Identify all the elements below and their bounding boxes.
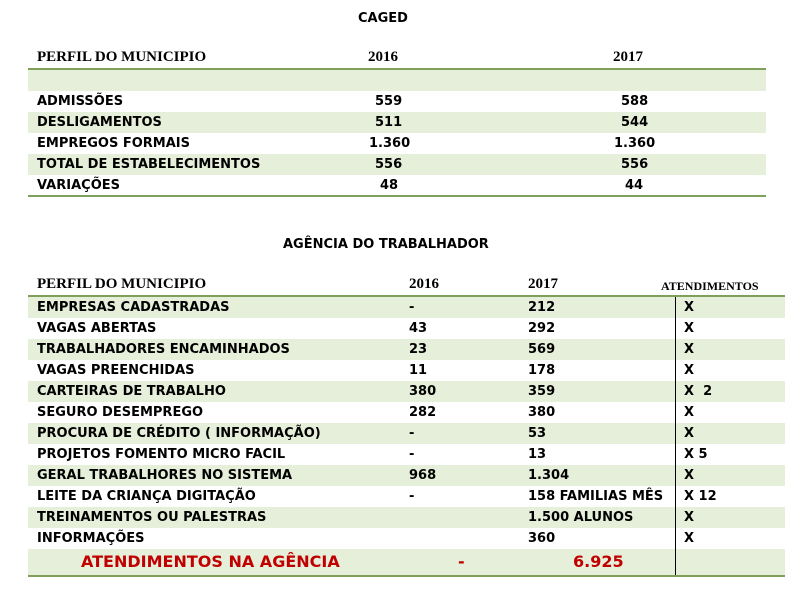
caged-row-2017: 44 xyxy=(625,178,644,193)
agencia-row-2017: 212 xyxy=(528,300,556,315)
agencia-row-2016: 43 xyxy=(409,321,428,336)
table-row xyxy=(28,112,766,133)
agencia-row-label: VAGAS ABERTAS xyxy=(37,321,157,336)
agencia-row-label: LEITE DA CRIANÇA DIGITAÇÃO xyxy=(37,489,256,504)
agencia-row-atend: X xyxy=(684,468,695,483)
agencia-title: AGÊNCIA DO TRABALHADOR xyxy=(283,237,489,252)
agencia-row-label: GERAL TRABALHORES NO SISTEMA xyxy=(37,468,293,483)
agencia-row-2017: 292 xyxy=(528,321,556,336)
agencia-row-label: VAGAS PREENCHIDAS xyxy=(37,363,195,378)
agencia-header-label: PERFIL DO MUNICIPIO xyxy=(37,276,207,292)
caged-header-label: PERFIL DO MUNICIPIO xyxy=(37,49,207,65)
agencia-row-atend: X xyxy=(684,510,695,525)
agencia-row-2017: 178 xyxy=(528,363,556,378)
table-row xyxy=(28,423,785,444)
caged-header-2016: 2016 xyxy=(368,49,398,65)
agencia-row-atend: X 2 xyxy=(684,384,713,399)
agencia-row-label: EMPRESAS CADASTRADAS xyxy=(37,300,230,315)
agencia-row-label: PROCURA DE CRÉDITO ( INFORMAÇÃO) xyxy=(37,426,321,441)
agencia-row-atend: X 5 xyxy=(684,447,708,462)
agencia-row-label: SEGURO DESEMPREGO xyxy=(37,405,204,420)
agencia-row-atend: X xyxy=(684,342,695,357)
caged-row-2017: 1.360 xyxy=(614,136,656,151)
caged-row-2016: 1.360 xyxy=(369,136,411,151)
agencia-row-atend: X xyxy=(684,426,695,441)
agencia-header-2017: 2017 xyxy=(528,276,558,292)
caged-row-2016: 556 xyxy=(375,157,403,172)
caged-row-label: ADMISSÕES xyxy=(37,94,124,109)
table-row xyxy=(28,318,785,339)
table-row xyxy=(28,154,766,175)
agencia-row-2016: 968 xyxy=(409,468,437,483)
table-row xyxy=(28,444,785,465)
caged-row-2017: 556 xyxy=(621,157,649,172)
caged-spacer-band xyxy=(28,70,766,91)
agencia-row-atend: X 12 xyxy=(684,489,717,504)
agencia-row-label: PROJETOS FOMENTO MICRO FACIL xyxy=(37,447,286,462)
table-row xyxy=(28,297,785,318)
agencia-row-2016: - xyxy=(409,447,415,462)
agencia-row-2016: - xyxy=(409,426,415,441)
caged-bottom-rule xyxy=(28,195,766,197)
agencia-row-2016: 23 xyxy=(409,342,428,357)
agencia-row-2017: 1.500 ALUNOS xyxy=(528,510,634,525)
agencia-row-2017: 359 xyxy=(528,384,556,399)
agencia-total-label: ATENDIMENTOS NA AGÊNCIA xyxy=(81,552,340,571)
caged-row-2016: 48 xyxy=(380,178,399,193)
agencia-row-2016: - xyxy=(409,489,415,504)
agencia-row-atend: X xyxy=(684,300,695,315)
table-row xyxy=(28,402,785,423)
caged-row-2017: 588 xyxy=(621,94,649,109)
table-row xyxy=(28,528,785,549)
agencia-row-label: INFORMAÇÕES xyxy=(37,531,145,546)
agencia-row-atend: X xyxy=(684,363,695,378)
agencia-row-label: TREINAMENTOS OU PALESTRAS xyxy=(37,510,267,525)
agencia-row-2017: 53 xyxy=(528,426,547,441)
caged-row-2017: 544 xyxy=(621,115,649,130)
caged-row-2016: 559 xyxy=(375,94,403,109)
table-row xyxy=(28,486,785,507)
caged-row-label: VARIAÇÕES xyxy=(37,178,120,193)
table-row xyxy=(28,360,785,381)
agencia-total-row xyxy=(28,549,785,575)
agencia-total-2017: 6.925 xyxy=(573,552,624,571)
caged-row-label: TOTAL DE ESTABELECIMENTOS xyxy=(37,157,261,172)
table-row xyxy=(28,91,766,112)
agencia-row-label: CARTEIRAS DE TRABALHO xyxy=(37,384,226,399)
agencia-row-2017: 158 FAMILIAS MÊS xyxy=(528,489,664,504)
agencia-total-2016: - xyxy=(458,552,465,571)
caged-row-label: DESLIGAMENTOS xyxy=(37,115,162,130)
agencia-header-atendimentos: ATENDIMENTOS xyxy=(661,279,759,293)
table-row xyxy=(28,339,785,360)
agencia-row-2017: 569 xyxy=(528,342,556,357)
table-row xyxy=(28,465,785,486)
table-row xyxy=(28,133,766,154)
agencia-header-2016: 2016 xyxy=(409,276,439,292)
agencia-row-2017: 360 xyxy=(528,531,556,546)
agencia-row-2016: 282 xyxy=(409,405,437,420)
caged-header-2017: 2017 xyxy=(613,49,643,65)
caged-title: CAGED xyxy=(358,11,408,26)
agencia-row-atend: X xyxy=(684,321,695,336)
agencia-row-2017: 13 xyxy=(528,447,547,462)
agencia-row-2016: 380 xyxy=(409,384,437,399)
agencia-row-2017: 380 xyxy=(528,405,556,420)
agencia-row-2017: 1.304 xyxy=(528,468,570,483)
table-row xyxy=(28,381,785,402)
table-row xyxy=(28,507,785,528)
agencia-bottom-rule xyxy=(28,575,785,577)
agencia-row-2016: - xyxy=(409,300,415,315)
agencia-row-2016: 11 xyxy=(409,363,428,378)
table-row xyxy=(28,175,766,196)
caged-row-label: EMPREGOS FORMAIS xyxy=(37,136,190,151)
agencia-row-atend: X xyxy=(684,405,695,420)
agencia-row-atend: X xyxy=(684,531,695,546)
agencia-row-label: TRABALHADORES ENCAMINHADOS xyxy=(37,342,290,357)
caged-row-2016: 511 xyxy=(375,115,403,130)
